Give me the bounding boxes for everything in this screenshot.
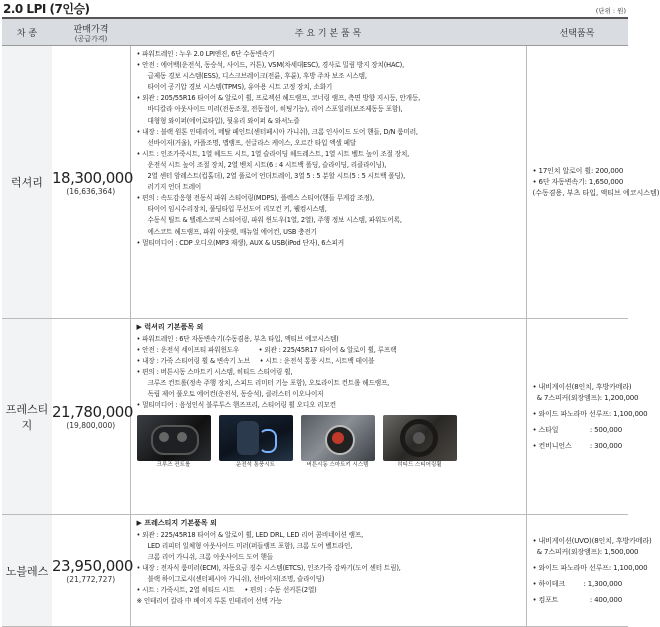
feature-line: • 안전 : 에어백(운전석, 동승석, 사이드, 커튼), VSM(차세대ESC), 경사로 밀림 방지 장치(HAC), bbox=[136, 61, 405, 70]
price-main: 18,300,000 bbox=[52, 168, 133, 187]
feature-line: 크롬 리어 가니쉬, 크롬 아웃사이드 도어 핸들 bbox=[147, 552, 274, 561]
price-supply: (21,772,727) bbox=[66, 575, 116, 584]
price-cell bbox=[52, 319, 133, 515]
option-price: : 1,650,000 bbox=[584, 177, 624, 186]
feature-line: 바디칼라 아웃사이드 미러(전동조절, 전동접이, 히팅기능), 리어 스포일러(보조제동등 포함), bbox=[147, 105, 403, 114]
table-row-luxury bbox=[2, 46, 628, 319]
header-trim: 차 종 bbox=[2, 18, 52, 46]
feature-line: LED 리피터 일체형 아웃사이드 미러(퍼들램프 포함), 크롬 도어 벨트라인, bbox=[147, 541, 353, 550]
feature-image-caption: 크루즈 컨트롤 bbox=[156, 462, 191, 469]
header-price bbox=[52, 18, 130, 46]
feature-line: 크루즈 컨트롤(정속 주행 장치, 스피드 리미터 기능 포함), 오토라이트 컨트롤 헤드램프, bbox=[147, 378, 390, 387]
options-cell bbox=[526, 46, 660, 319]
feature-line: • 편의 : 버튼시동 스마트키 시스템, 히티드 스티어링 휠, bbox=[136, 367, 293, 376]
table-row-noblesse bbox=[2, 515, 628, 627]
option-name: • 스타일 bbox=[532, 425, 559, 434]
options-cell bbox=[526, 515, 652, 627]
feature-line: • 시트 : 인조가죽시트, 1열 헤드드 시트, 1열 슬라이딩 헤드레스트, 1열 시트 벨트 높이 조절 장치, bbox=[136, 149, 410, 158]
option-price: : 200,000 bbox=[590, 166, 624, 175]
option-item bbox=[533, 579, 623, 590]
option-item bbox=[532, 563, 648, 574]
header-price-label: 판매가격 bbox=[73, 24, 109, 35]
page-title: 2.0 LPI (7인승) bbox=[3, 2, 90, 16]
price-cell bbox=[52, 515, 133, 627]
feature-line: 러기지 언더 트레이 bbox=[147, 183, 202, 192]
features-cell bbox=[130, 515, 526, 627]
option-price: : 1,100,000 bbox=[608, 409, 648, 418]
feature-image-cruise bbox=[137, 415, 211, 470]
feature-line: • 외관 : 225/45R18 타이어 & 알로이 휠, LED DRL, LED 리어 콤비네이션 램프, bbox=[136, 530, 364, 539]
option-name: • 하이테크 bbox=[532, 579, 566, 588]
price-main: 21,780,000 bbox=[52, 403, 133, 421]
feature-line: • 내장 : 가죽 스티어링 휠 & 변속기 노브 • 시트 : 운전석 통풍 시트, 시트백 테이블 bbox=[136, 356, 375, 365]
header-features: 주 요 기 본 품 목 bbox=[130, 18, 526, 46]
ventilated-seat-photo bbox=[219, 415, 293, 461]
option-name: • 컴포트 bbox=[532, 595, 559, 604]
trim-name: 프레스티지 bbox=[2, 319, 52, 515]
option-name: & 7스피커(외장앰프) bbox=[532, 547, 600, 556]
option-price: : 500,000 bbox=[589, 425, 622, 434]
option-name: • 6단 자동변속기 bbox=[532, 177, 585, 186]
option-price: : 1,100,000 bbox=[608, 563, 648, 572]
feature-line: 운전석 시트 높이 조절 장치, 2열 벤치 시트(6 : 4 시트백 폴딩, 슬라이딩, 리클라이닝), bbox=[147, 160, 387, 169]
option-item bbox=[533, 425, 623, 436]
option-note: (수동겸용, 부츠 타입, 액티브 에코시스템) bbox=[532, 188, 660, 197]
table-header-row bbox=[2, 18, 628, 46]
option-price: : 1,200,000 bbox=[599, 393, 639, 402]
heated-wheel-photo bbox=[383, 415, 457, 461]
feature-line: • 멀티미디어 : 음성인식 블루투스 핸즈프리, 스티어링 휠 오디오 리모컨 bbox=[136, 401, 336, 410]
unit-note: (단위 : 원) bbox=[595, 7, 626, 15]
feature-line: 급제동 경보 시스템(ESS), 디스크브레이크(전륜, 후륜), 후방 주차 보조 시스템, bbox=[147, 72, 367, 81]
smart-key-photo bbox=[301, 415, 375, 461]
feature-line: • 파워트레인 : 누우 2.0 LPI엔진, 6단 수동변속기 bbox=[136, 50, 275, 58]
options-cell bbox=[526, 319, 648, 515]
trim-name: 노블레스 bbox=[2, 515, 52, 627]
feature-image-heated-wheel bbox=[383, 415, 457, 470]
option-item bbox=[532, 409, 648, 420]
option-item bbox=[532, 536, 652, 547]
features-heading: ▶ 프레스티지 기본품목 외 bbox=[136, 519, 217, 527]
feature-image-strip bbox=[137, 415, 520, 470]
feature-line: 타이어 공기압 경보 시스템(TPMS), 유아용 시트 고정 장치, 소화기 bbox=[147, 83, 333, 92]
option-name: • 17인치 알로이 휠 bbox=[532, 166, 591, 175]
header-options: 선택품목 bbox=[526, 18, 628, 46]
option-price: : 300,000 bbox=[589, 441, 622, 450]
header-price-sub: (공급가격) bbox=[74, 34, 108, 43]
option-item bbox=[533, 441, 623, 452]
option-item bbox=[532, 393, 639, 404]
feature-line: • 내장 : 블랙 원톤 인테리어, 메탈 페인트(센터페시아 가니쉬), 크롬 인사이드 도어 핸들, D/N 룸미러, bbox=[136, 127, 418, 136]
features-cell bbox=[130, 319, 526, 515]
features-cell bbox=[130, 46, 526, 319]
feature-image-ventilated-seat bbox=[219, 415, 293, 470]
feature-line: • 외관 : 205/55R16 타이어 & 알로이 휠, 프로젝션 헤드램프, 코너링 램프, 측면 방향 지시등, 안개등, bbox=[136, 94, 421, 103]
feature-line: 타이어 임시수리장치, 풀딩타입 무선도어 리모컨 키, 웰컴시스템, bbox=[147, 205, 327, 214]
trim-name: 럭셔리 bbox=[2, 46, 52, 319]
feature-line: • 편의 : 속도감응형 전동식 파워 스티어링(MDPS), 플렉스 스티어(핸들 무게감 조정), bbox=[136, 194, 375, 203]
feature-line: • 시트 : 가죽시트, 2열 히티드 시트 • 편의 : 수동 선커튼(2열) bbox=[136, 585, 317, 594]
option-name: & 7스피커(외장앰프) bbox=[532, 393, 600, 402]
option-name: • 내비게이션(8인치, 후방카메라) bbox=[532, 382, 632, 391]
option-name: • 내비게이션(UVO)(8인치, 후방카메라) bbox=[532, 536, 652, 545]
feature-line: 블랙 하이그로시(센터페시아 가니쉬), 선바이저(조명, 슬라이딩) bbox=[147, 574, 325, 583]
price-supply: (16,636,364) bbox=[66, 186, 116, 196]
feature-line: • 내장 : 전자식 룸미러(ECM), 자동요금 징수 시스템(ETCS), 인조가죽 감싸기(도어 센터 트림), bbox=[136, 563, 401, 572]
price-main: 23,950,000 bbox=[52, 557, 133, 575]
features-heading: ▶ 럭셔리 기본품목 외 bbox=[136, 323, 204, 331]
price-supply: (19,800,000) bbox=[66, 421, 116, 430]
feature-line: 수동식 틸트 & 텔레스코픽 스티어링, 파워 윈도우(1열, 2열), 주행 정보 시스템, 파워도어록, bbox=[147, 216, 402, 225]
option-item bbox=[533, 166, 623, 177]
feature-line: 대형형 와이퍼(에어로타입), 뒷유리 와이퍼 & 와셔노즐 bbox=[147, 116, 300, 125]
feature-image-caption: 운전석 통풍시트 bbox=[236, 462, 275, 469]
feature-line: • 파워트레인 : 6단 자동변속기(수동겸용, 부츠 타입, 액티브 에코시스템) bbox=[136, 334, 339, 343]
price-cell bbox=[52, 46, 133, 319]
option-item bbox=[533, 177, 623, 188]
feature-image-caption: 히티드 스티어링휠 bbox=[397, 462, 442, 469]
feature-line: 선바이저(거울), 카플조명, 맵램프, 선글라스 케이스, 오르간 타입 액셀 페달 bbox=[147, 138, 357, 147]
option-name: • 와이드 파노라마 선루프 bbox=[532, 563, 609, 572]
feature-line: 에스코트 헤드램프, 파워 아웃렛, 매뉴얼 에어컨, USB 충전기 bbox=[147, 227, 317, 236]
option-price: : 1,300,000 bbox=[583, 579, 622, 588]
price-table bbox=[2, 17, 660, 627]
option-price: : 400,000 bbox=[589, 595, 622, 604]
feature-line: • 멀티미디어 : CDP 오디오(MP3 재생), AUX & USB(iPod 단자), 6스피커 bbox=[136, 238, 344, 247]
option-price: : 1,500,000 bbox=[599, 547, 639, 556]
cruise-control-photo bbox=[137, 415, 211, 461]
feature-image-smart-key bbox=[301, 415, 375, 470]
feature-line: • 안전 : 운전석 세이프티 파워윈도우 • 외관 : 225/45R17 타이어 & 알로이 휠, 루프랙 bbox=[136, 345, 397, 354]
table-row-prestige bbox=[2, 319, 628, 515]
option-item bbox=[532, 547, 639, 558]
option-item bbox=[532, 382, 632, 393]
feature-line: 독립 제어 풀오토 에어컨(운전석, 동승석), 클러스터 이오나이저 bbox=[147, 389, 324, 398]
option-item bbox=[533, 595, 623, 606]
feature-line: 2열 센터 암레스트(컵홀더), 2열 풀로어 언더트레이, 3열 5 : 5 분할 시트(5 : 5 시트백 폴딩), bbox=[147, 172, 406, 181]
option-name: • 컨비니언스 bbox=[532, 441, 572, 450]
option-name: • 와이드 파노라마 선루프 bbox=[532, 409, 609, 418]
feature-image-caption: 버튼시동 스마트키 시스템 bbox=[306, 462, 369, 469]
feature-note: ※ 인테리어 칼라 中 베이지 투톤 인테리어 선택 가능 bbox=[136, 597, 283, 606]
